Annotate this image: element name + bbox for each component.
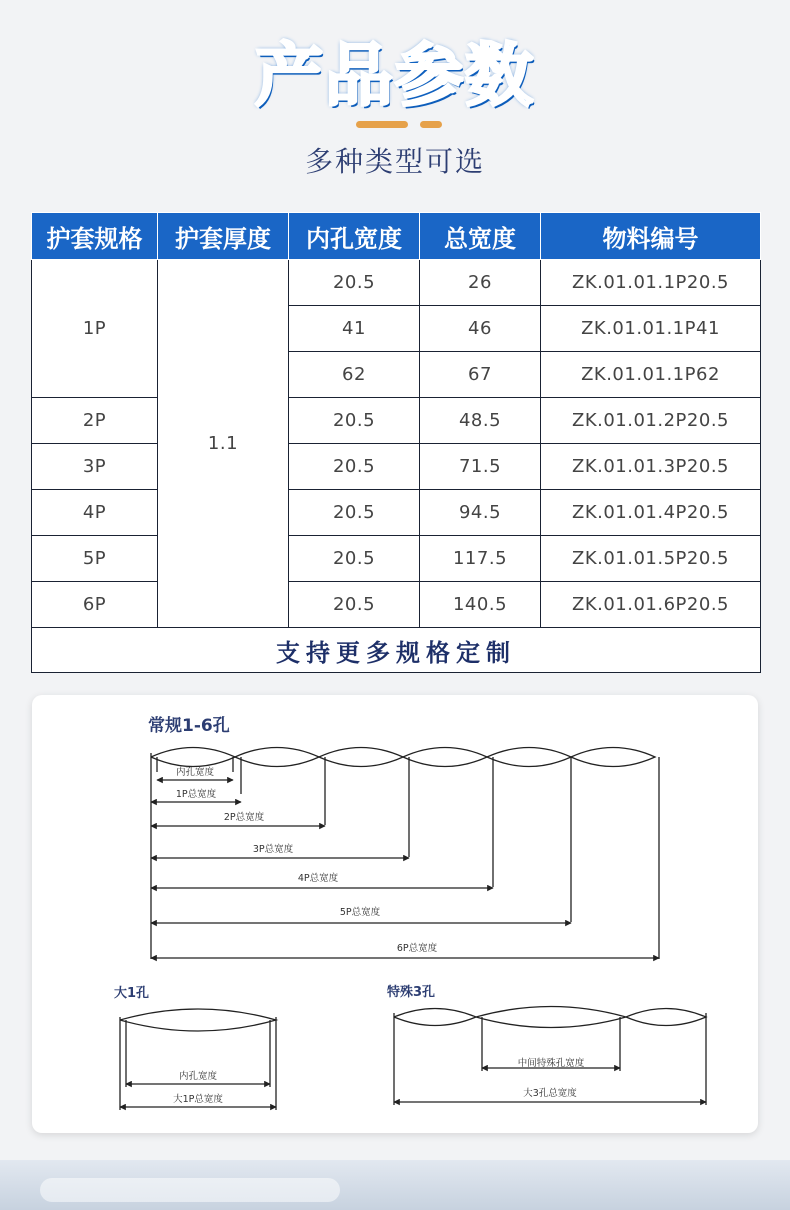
dim-label: 2P总宽度 [223,812,265,823]
dim-label: 内孔宽度 [178,1071,218,1082]
cell-spec: 3P [32,444,158,490]
col-header-thickness: 护套厚度 [158,213,289,260]
cell-total: 140.5 [420,582,541,628]
cell-total: 26 [420,260,541,306]
table-header-row [32,213,761,260]
cell-spec: 1P [32,260,158,398]
cell-code: ZK.01.01.6P20.5 [541,582,761,628]
section-label-special3: 特殊3孔 [387,985,436,1000]
cell-spec: 5P [32,536,158,582]
cell-spec: 2P [32,398,158,444]
dim-label: 6P总宽度 [396,943,438,954]
cell-code: ZK.01.01.1P41 [541,306,761,352]
sleeve-outline-big1 [120,1009,276,1031]
table-row [32,536,761,582]
sleeve-outline-special3 [394,1007,706,1028]
cell-inner: 20.5 [289,260,420,306]
section-label-big1: 大1孔 [114,986,150,1001]
cell-inner: 20.5 [289,444,420,490]
cell-code: ZK.01.01.3P20.5 [541,444,761,490]
cell-inner: 20.5 [289,490,420,536]
col-header-spec: 护套规格 [32,213,158,260]
table-row [32,260,761,306]
title-accent-dot [420,121,442,128]
cell-code: ZK.01.01.4P20.5 [541,490,761,536]
cell-spec: 4P [32,490,158,536]
page-subtitle: 多种类型可选 [304,145,485,178]
cell-total: 117.5 [420,536,541,582]
cell-spec: 6P [32,582,158,628]
dimension-diagram [32,695,758,1133]
cell-total: 67 [420,352,541,398]
table-row [32,490,761,536]
cell-code: ZK.01.01.5P20.5 [541,536,761,582]
sleeve-outline-regular [151,748,655,767]
table-row [32,444,761,490]
cell-code: ZK.01.01.1P62 [541,352,761,398]
dim-label: 1P总宽度 [175,789,217,800]
page-title: 产品参数 [254,37,535,116]
dim-label: 中间特殊孔宽度 [517,1058,585,1069]
cell-inner: 20.5 [289,398,420,444]
col-header-total-width: 总宽度 [420,213,541,260]
dim-label: 大3孔总宽度 [523,1088,577,1099]
cell-total: 94.5 [420,490,541,536]
table-footer-row [32,628,761,673]
title-accent-dash [356,121,408,128]
table-row [32,582,761,628]
customization-note: 支持更多规格定制 [32,628,761,673]
cell-code: ZK.01.01.1P20.5 [541,260,761,306]
table-row [32,398,761,444]
cell-total: 48.5 [420,398,541,444]
cell-inner: 20.5 [289,536,420,582]
dim-label: 5P总宽度 [339,907,381,918]
cell-code: ZK.01.01.2P20.5 [541,398,761,444]
cell-inner: 62 [289,352,420,398]
bottom-decoration [40,1178,340,1202]
cell-total: 71.5 [420,444,541,490]
cell-total: 46 [420,306,541,352]
dim-label: 3P总宽度 [252,844,294,855]
cell-inner: 41 [289,306,420,352]
dimension-diagram-card [32,695,758,1133]
cell-thickness: 1.1 [158,260,289,628]
spec-table [31,212,761,673]
col-header-inner-width: 内孔宽度 [289,213,420,260]
col-header-material-code: 物料编号 [541,213,761,260]
section-label-regular: 常规1-6孔 [148,716,230,736]
dim-label: 大1P总宽度 [173,1094,223,1105]
dim-label: 内孔宽度 [175,767,215,778]
dim-label: 4P总宽度 [297,873,339,884]
cell-inner: 20.5 [289,582,420,628]
